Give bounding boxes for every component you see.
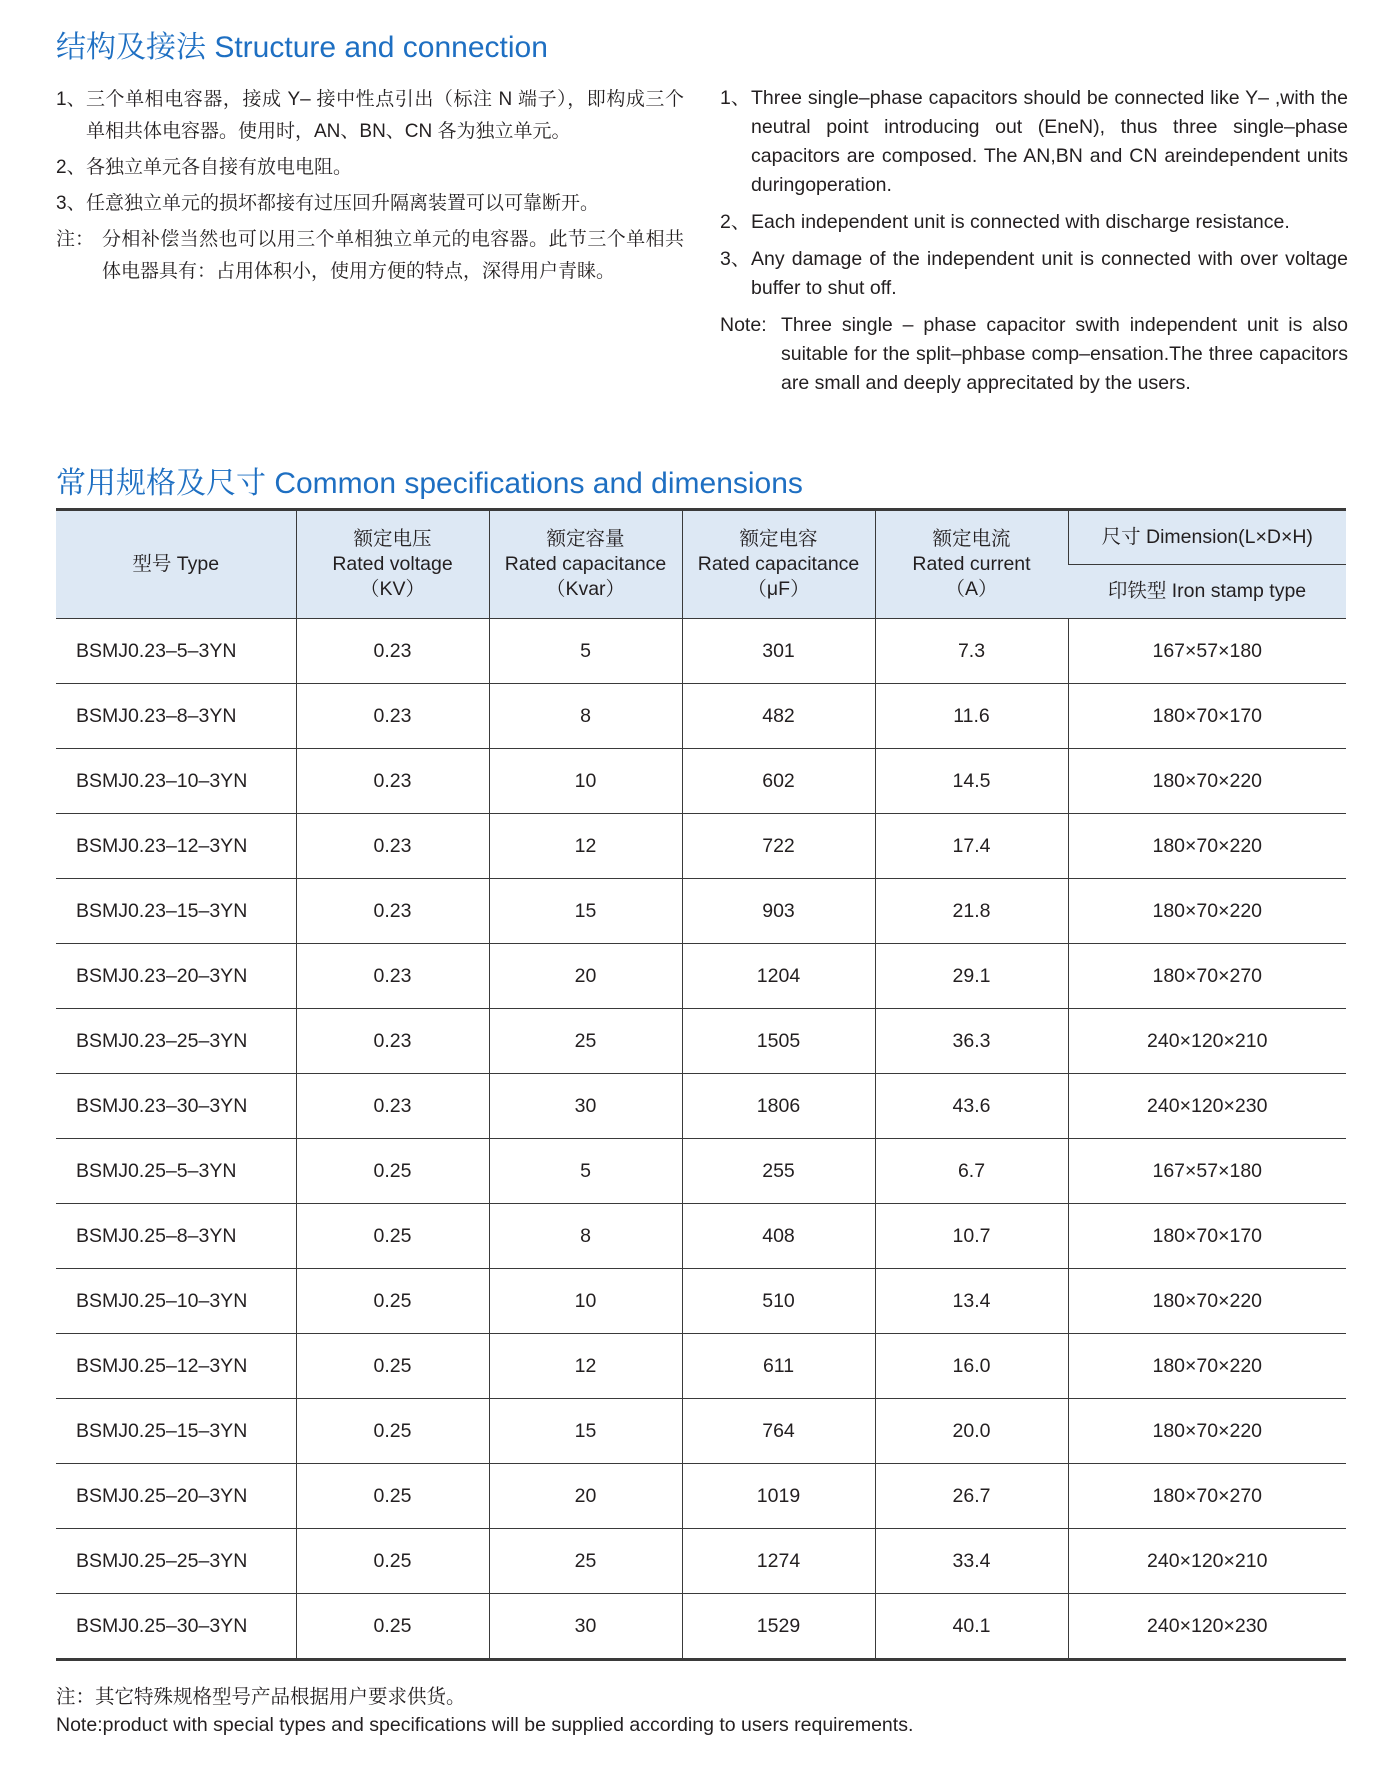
- header-rated-voltage: 额定电压 Rated voltage （KV）: [296, 510, 489, 619]
- cell-model: BSMJ0.23–20–3YN: [56, 944, 296, 1009]
- item-text: 各独立单元各自接有放电电阻。: [86, 157, 353, 178]
- note-text: 分相补偿当然也可以用三个单相独立单元的电容器。此节三个单相共体电器具有：占用体积小，使用方便的特点，深得用户青睐。: [102, 229, 684, 282]
- table-body: [56, 619, 1346, 1660]
- cell-model: BSMJ0.23–30–3YN: [56, 1074, 296, 1139]
- item-number: 1、: [720, 87, 751, 109]
- list-item: [56, 84, 684, 148]
- cell-capacity: 10: [489, 1269, 682, 1334]
- table-row: [56, 1009, 1346, 1074]
- section-title-specifications: 常用规格及尺寸 Common specifications and dimensions: [56, 467, 803, 500]
- cell-voltage: 0.23: [296, 879, 489, 944]
- cell-model: BSMJ0.23–8–3YN: [56, 684, 296, 749]
- cell-capacitance: 722: [682, 814, 875, 879]
- cell-voltage: 0.25: [296, 1204, 489, 1269]
- cell-current: 29.1: [875, 944, 1068, 1009]
- item-number: 1、: [56, 89, 86, 110]
- cell-capacity: 15: [489, 1399, 682, 1464]
- list-item: [720, 245, 1348, 303]
- table-row: [56, 684, 1346, 749]
- item-number: 3、: [56, 193, 86, 214]
- cell-model: BSMJ0.25–5–3YN: [56, 1139, 296, 1204]
- cell-capacity: 25: [489, 1529, 682, 1594]
- section-title-structure: 结构及接法 Structure and connection: [56, 31, 548, 64]
- cell-current: 11.6: [875, 684, 1068, 749]
- cell-current: 43.6: [875, 1074, 1068, 1139]
- cell-dimension: 180×70×220: [1068, 1269, 1346, 1334]
- cell-model: BSMJ0.25–10–3YN: [56, 1269, 296, 1334]
- cell-model: BSMJ0.23–25–3YN: [56, 1009, 296, 1074]
- cell-capacitance: 482: [682, 684, 875, 749]
- footnote-chinese: 注：其它特殊规格型号产品根据用户要求供货。: [56, 1686, 466, 1708]
- cell-capacity: 8: [489, 684, 682, 749]
- cell-current: 33.4: [875, 1529, 1068, 1594]
- note-label: 注：: [56, 229, 95, 250]
- cell-dimension: 180×70×270: [1068, 1464, 1346, 1529]
- cell-capacitance: 1529: [682, 1594, 875, 1660]
- cell-current: 14.5: [875, 749, 1068, 814]
- cell-capacity: 5: [489, 619, 682, 684]
- cell-model: BSMJ0.23–10–3YN: [56, 749, 296, 814]
- item-text: Three single–phase capacitors should be connected like Y– ,with the neutral point introducing out (EneN), thus three single–phase capacitors are composed. The AN,BN and CN areindependent units duringoperation.: [751, 87, 1348, 196]
- cell-capacitance: 255: [682, 1139, 875, 1204]
- cell-voltage: 0.25: [296, 1464, 489, 1529]
- cell-voltage: 0.23: [296, 1074, 489, 1139]
- header-rated-capacitance: 额定电容 Rated capacitance （μF）: [682, 510, 875, 619]
- structure-text-english: [720, 84, 1348, 406]
- cell-dimension: 240×120×230: [1068, 1594, 1346, 1660]
- list-item: [56, 152, 684, 184]
- cell-capacitance: 1505: [682, 1009, 875, 1074]
- item-number: 2、: [56, 157, 86, 178]
- item-text: Any damage of the independent unit is connected with over voltage buffer to shut off.: [751, 248, 1348, 299]
- footnote-english: Note:product with special types and specifications will be supplied according to users requirements.: [56, 1714, 914, 1736]
- cell-dimension: 240×120×210: [1068, 1009, 1346, 1074]
- cell-dimension: 180×70×170: [1068, 1204, 1346, 1269]
- cell-capacitance: 602: [682, 749, 875, 814]
- cell-capacity: 8: [489, 1204, 682, 1269]
- table-header-row: [56, 510, 1346, 565]
- cell-capacity: 15: [489, 879, 682, 944]
- list-item: [720, 84, 1348, 200]
- item-text: 任意独立单元的损坏都接有过压回升隔离装置可以可靠断开。: [86, 193, 600, 214]
- specifications-table: [56, 508, 1346, 1661]
- table-row: [56, 1074, 1346, 1139]
- table-row: [56, 1204, 1346, 1269]
- cell-capacity: 10: [489, 749, 682, 814]
- table-row: [56, 1334, 1346, 1399]
- list-item: [720, 208, 1348, 237]
- cell-current: 13.4: [875, 1269, 1068, 1334]
- cell-voltage: 0.23: [296, 814, 489, 879]
- cell-capacitance: 611: [682, 1334, 875, 1399]
- cell-dimension: 167×57×180: [1068, 1139, 1346, 1204]
- cell-current: 6.7: [875, 1139, 1068, 1204]
- cell-dimension: 180×70×170: [1068, 684, 1346, 749]
- cell-capacitance: 301: [682, 619, 875, 684]
- cell-capacitance: 903: [682, 879, 875, 944]
- cell-current: 16.0: [875, 1334, 1068, 1399]
- header-dimension: 尺寸 Dimension(L×D×H): [1068, 510, 1346, 565]
- cell-current: 17.4: [875, 814, 1068, 879]
- cell-current: 36.3: [875, 1009, 1068, 1074]
- table-row: [56, 1399, 1346, 1464]
- cell-model: BSMJ0.23–15–3YN: [56, 879, 296, 944]
- cell-current: 20.0: [875, 1399, 1068, 1464]
- table-row: [56, 749, 1346, 814]
- cell-capacitance: 408: [682, 1204, 875, 1269]
- cell-capacity: 30: [489, 1074, 682, 1139]
- cell-capacitance: 1806: [682, 1074, 875, 1139]
- cell-current: 7.3: [875, 619, 1068, 684]
- item-number: 2、: [720, 211, 751, 233]
- header-type: 型号 Type: [56, 510, 296, 619]
- cell-voltage: 0.25: [296, 1529, 489, 1594]
- cell-capacity: 12: [489, 814, 682, 879]
- cell-capacity: 20: [489, 944, 682, 1009]
- cell-voltage: 0.23: [296, 684, 489, 749]
- cell-current: 40.1: [875, 1594, 1068, 1660]
- cell-current: 21.8: [875, 879, 1068, 944]
- note-text: Three single – phase capacitor swith independent unit is also suitable for the split–phbase comp–ensation.The three capacitors are small and deeply apprecitated by the users.: [781, 314, 1348, 394]
- cell-dimension: 180×70×220: [1068, 814, 1346, 879]
- cell-dimension: 180×70×270: [1068, 944, 1346, 1009]
- cell-capacity: 5: [489, 1139, 682, 1204]
- table-row: [56, 1594, 1346, 1660]
- cell-model: BSMJ0.25–20–3YN: [56, 1464, 296, 1529]
- cell-model: BSMJ0.25–15–3YN: [56, 1399, 296, 1464]
- cell-dimension: 180×70×220: [1068, 749, 1346, 814]
- cell-voltage: 0.25: [296, 1594, 489, 1660]
- cell-dimension: 180×70×220: [1068, 1399, 1346, 1464]
- cell-capacitance: 1204: [682, 944, 875, 1009]
- cell-model: BSMJ0.25–12–3YN: [56, 1334, 296, 1399]
- cell-capacity: 12: [489, 1334, 682, 1399]
- item-number: 3、: [720, 248, 751, 270]
- cell-capacitance: 1274: [682, 1529, 875, 1594]
- item-text: Each independent unit is connected with discharge resistance.: [751, 211, 1290, 233]
- table-row: [56, 944, 1346, 1009]
- note-label: Note:: [720, 314, 767, 336]
- cell-dimension: 180×70×220: [1068, 1334, 1346, 1399]
- cell-dimension: 240×120×230: [1068, 1074, 1346, 1139]
- cell-voltage: 0.23: [296, 749, 489, 814]
- note-item: [56, 224, 684, 288]
- header-rated-capacity: 额定容量 Rated capacitance （Kvar）: [489, 510, 682, 619]
- cell-model: BSMJ0.23–12–3YN: [56, 814, 296, 879]
- cell-voltage: 0.25: [296, 1334, 489, 1399]
- cell-capacitance: 510: [682, 1269, 875, 1334]
- cell-model: BSMJ0.25–30–3YN: [76, 1614, 248, 1637]
- cell-voltage: 0.25: [296, 1399, 489, 1464]
- cell-dimension: 180×70×220: [1068, 879, 1346, 944]
- cell-dimension: 240×120×210: [1068, 1529, 1346, 1594]
- cell-capacity: 25: [489, 1009, 682, 1074]
- note-item: [720, 311, 1348, 398]
- cell-voltage: 0.23: [296, 944, 489, 1009]
- cell-capacitance: 764: [682, 1399, 875, 1464]
- table-row: [56, 879, 1346, 944]
- cell-voltage: 0.25: [296, 1139, 489, 1204]
- cell-voltage: 0.23: [296, 1009, 489, 1074]
- table-row: [56, 619, 1346, 684]
- table-row: [56, 1464, 1346, 1529]
- item-text: 三个单相电容器，接成 Y– 接中性点引出（标注 N 端子），即构成三个单相共体电容器。使用时，AN、BN、CN 各为独立单元。: [86, 89, 684, 142]
- cell-model: BSMJ0.25–25–3YN: [56, 1529, 296, 1594]
- list-item: [56, 188, 684, 220]
- cell-capacity: 30: [489, 1594, 682, 1660]
- table-row: [56, 1269, 1346, 1334]
- structure-text-chinese: [56, 84, 684, 292]
- cell-capacity: 20: [489, 1464, 682, 1529]
- cell-voltage: 0.25: [296, 1269, 489, 1334]
- cell-model: BSMJ0.25–8–3YN: [56, 1204, 296, 1269]
- header-iron-stamp-type: 印铁型 Iron stamp type: [1068, 565, 1346, 619]
- table-row: [56, 814, 1346, 879]
- header-rated-current: 额定电流 Rated current （A）: [875, 510, 1068, 619]
- cell-dimension: 167×57×180: [1068, 619, 1346, 684]
- cell-voltage: 0.23: [296, 619, 489, 684]
- table-row: [56, 1529, 1346, 1594]
- cell-current: 10.7: [875, 1204, 1068, 1269]
- cell-capacitance: 1019: [682, 1464, 875, 1529]
- table-row: [56, 1139, 1346, 1204]
- cell-current: 26.7: [875, 1464, 1068, 1529]
- cell-model: BSMJ0.23–5–3YN: [56, 619, 296, 684]
